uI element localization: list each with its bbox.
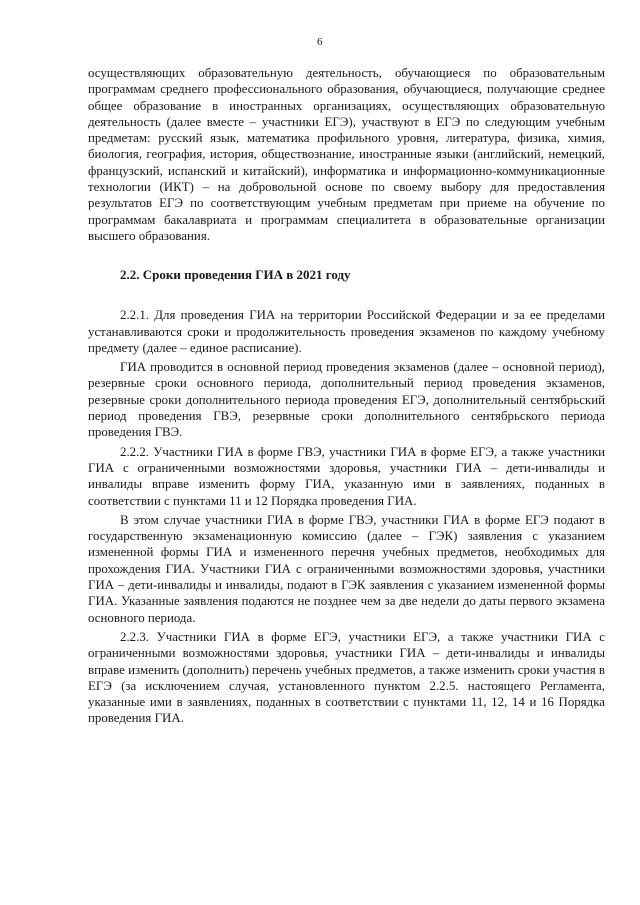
paragraph-continued: осуществляющих образовательную деятельность, обучающиеся по образовательным программам среднего профессионального образования, обучающиеся, получающие среднее общее образование в иностранных организациях, осуществляющих образовательную деятельность (далее вместе – участники ЕГЭ), участвуют в ЕГЭ по следующим учебным предметам: русский язык, математика профильного уровня, литература, физика, химия, биология, география, история, обществознание, иностранные языки (английский, немецкий, французский, испанский и китайский), информатика и информационно-коммуникационные технологии (ИКТ) – на добровольной основе по своему выбору для предоставления результатов ЕГЭ по соответствующим учебным предметам при приеме на обучение по программам бакалавриата и программам специалитета в образовательные организации высшего образования.	[88, 66, 605, 243]
paragraph-2-2-1: 2.2.1. Для проведения ГИА на территории Российской Федерации и за ее пределами устанавливаются сроки и продолжительность проведения экзаменов по каждому учебному предмету (далее – единое расписание).	[88, 308, 605, 355]
paragraph-change-form: В этом случае участники ГИА в форме ГВЭ, участники ГИА в форме ЕГЭ подают в государственную экзаменационную комиссию (далее – ГЭК) заявления с указанием измененной формы ГИА и измененного перечня учебных предметов, необходимых для прохождения ГИА. Участники ГИА с ограниченными возможностями здоровья, участники ГИА – дети-инвалиды и инвалиды, подают в ГЭК заявления с указанием измененной формы ГИА. Указанные заявления подаются не позднее чем за две недели до даты первого экзамена основного периода.	[88, 512, 605, 625]
section-heading: 2.2. Сроки проведения ГИА в 2021 году	[120, 267, 351, 283]
document-body	[88, 65, 605, 727]
paragraph-2-2-3: 2.2.3. Участники ГИА в форме ЕГЭ, участники ЕГЭ, а также участники ГИА с ограниченными возможностями здоровья, участники ГИА – дети-инвалиды и инвалиды вправе изменить (дополнить) перечень учебных предметов, а также изменить сроки участия в ЕГЭ (за исключением случая, установленного пунктом 2.2.5. настоящего Регламента, указанные ими в заявлениях, поданных в соответствии с пунктами 11, 12, 14 и 16 Порядка проведения ГИА.	[88, 629, 605, 726]
paragraph-exam-periods: ГИА проводится в основной период проведения экзаменов (далее – основной период), резервные сроки основного периода, дополнительный период проведения экзаменов, резервные сроки дополнительного периода проведения ЕГЭ, дополнительный сентябрьский период проведения ГВЭ, резервные сроки дополнительного сентябрьского периода проведения ГВЭ.	[88, 360, 605, 440]
page-number: 6	[317, 36, 323, 48]
paragraph-2-2-2: 2.2.2. Участники ГИА в форме ГВЭ, участники ГИА в форме ЕГЭ, а также участники ГИА с ограниченными возможностями здоровья, участники ГИА – дети-инвалиды и инвалиды вправе изменить форму ГИА, указанную ими в заявлениях, поданных в соответствии с пунктами 11 и 12 Порядка проведения ГИА.	[88, 444, 605, 508]
